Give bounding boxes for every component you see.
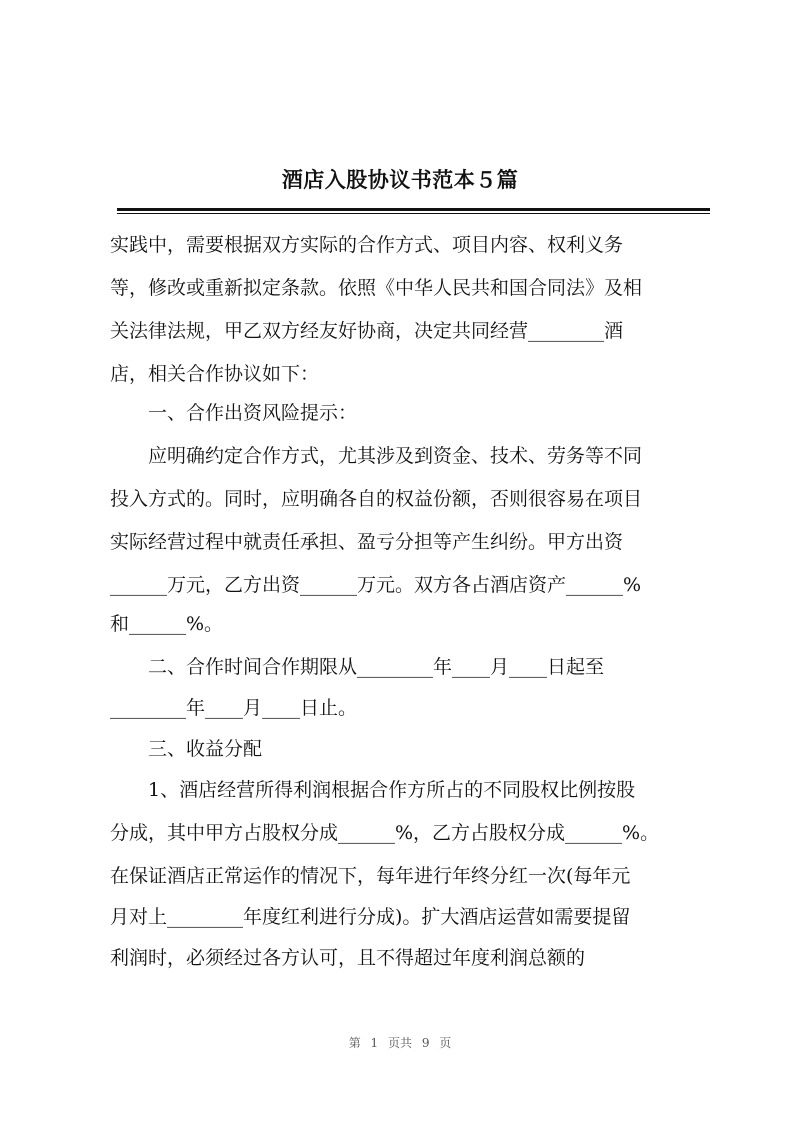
body-line: 分成，其中甲方占股权分成______%，乙方占股权分成______%。 — [110, 822, 660, 844]
body-line: 店，相关合作协议如下： — [110, 363, 320, 385]
body-line: 投入方式的。同时，应明确各自的权益份额，否则很容易在项目 — [110, 488, 643, 510]
section-heading: 三、收益分配 — [148, 738, 263, 760]
body-line: 月对上________年度红利进行分成)。扩大酒店运营如需要提留 — [110, 906, 631, 928]
body-line: 1、酒店经营所得利润根据合作方所占的不同股权比例按股 — [148, 779, 636, 801]
body-line: 关法律法规，甲乙双方经友好协商，决定共同经营________酒 — [110, 320, 624, 342]
body-line: 实际经营过程中就责任承担、盈亏分担等产生纠纷。甲方出资 — [110, 531, 624, 553]
title-divider-thick — [117, 208, 710, 211]
title-divider-thin — [117, 213, 710, 214]
body-line: ________年____月____日止。 — [110, 697, 358, 719]
document-title: 酒店入股协议书范本５篇 — [281, 167, 519, 192]
body-line: 应明确约定合作方式，尤其涉及到资金、技术、劳务等不同 — [148, 445, 643, 467]
body-line: 利润时，必须经过各方认可，且不得超过年度利润总额的 — [110, 947, 586, 969]
section-heading: 一、合作出资风险提示： — [148, 402, 358, 424]
section-heading: 二、合作时间合作期限从________年____月____日起至 — [148, 656, 605, 678]
body-line: 实践中，需要根据双方实际的合作方式、项目内容、权利义务 — [110, 234, 624, 256]
body-line: 等，修改或重新拟定条款。依照《中华人民共和国合同法》及相 — [110, 277, 643, 299]
page-number: 第 1 页共 9 页 — [348, 1036, 452, 1050]
body-line: ______万元，乙方出资______万元。双方各占酒店资产______% — [110, 574, 642, 596]
body-line: 在保证酒店正常运作的情况下，每年进行年终分红一次(每年元 — [110, 865, 631, 887]
body-line: 和______%。 — [110, 613, 224, 635]
